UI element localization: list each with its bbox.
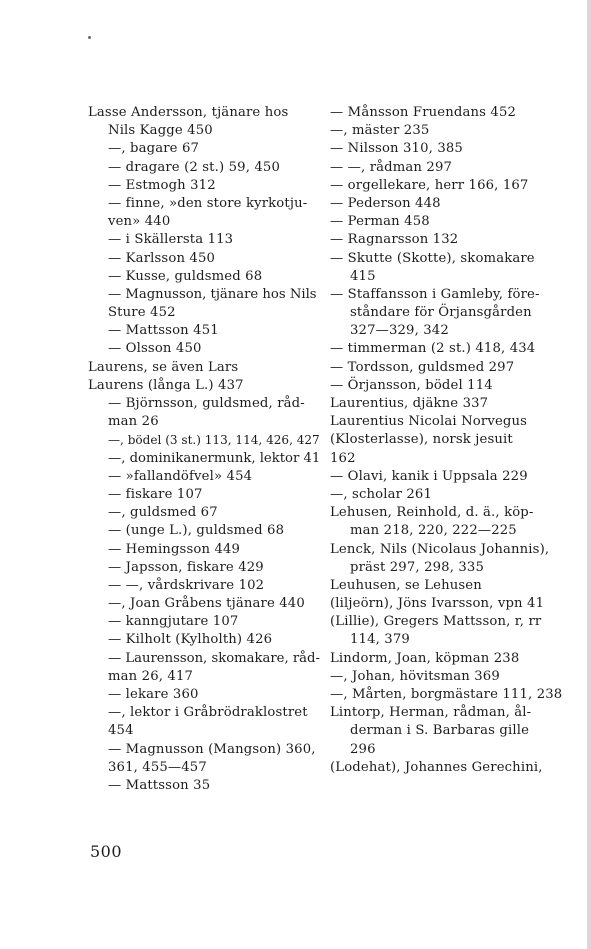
index-entry-line: (Klosterlasse), norsk jesuit xyxy=(330,432,513,448)
index-entry-line: — —, vårdskrivare 102 xyxy=(108,577,265,593)
index-entry-line: — —, rådman 297 xyxy=(330,159,453,175)
index-entry-line: — Pederson 448 xyxy=(330,195,441,211)
index-entry-line: —, bödel (3 st.) 113, 114, 426, 427 xyxy=(108,433,320,448)
index-entry-line: man 26, 417 xyxy=(108,668,194,684)
index-entry-line: — Hemingsson 449 xyxy=(108,541,241,557)
page-edge xyxy=(587,0,591,949)
index-entry-line: —, bagare 67 xyxy=(108,141,200,157)
index-entry-line: ståndare för Örjansgården xyxy=(350,305,532,321)
index-entry-line: — Mattsson 451 xyxy=(108,323,219,339)
index-entry-line: 361, 455—457 xyxy=(108,759,207,775)
index-entry-line: Laurentius, djäkne 337 xyxy=(330,396,489,411)
index-entry-line: —, lektor i Gråbrödraklostret xyxy=(108,705,308,721)
index-entry-line: — Laurensson, skomakare, råd- xyxy=(108,650,320,666)
index-entry-line: Laurens (långa L.) 437 xyxy=(88,377,244,393)
index-entry-line: — lekare 360 xyxy=(108,687,199,702)
index-column-left xyxy=(88,104,320,795)
index-entry-line: (liljeörn), Jöns Ivarsson, vpn 41 xyxy=(330,596,545,612)
index-entry-line: — fiskare 107 xyxy=(108,486,203,502)
index-entry-line: derman i S. Barbaras gille xyxy=(350,723,530,739)
index-column-right xyxy=(330,104,562,777)
paper-speck xyxy=(88,36,91,39)
index-entry-line: 415 xyxy=(350,268,376,284)
index-entry-line: 454 xyxy=(108,723,134,739)
index-entry-line: präst 297, 298, 335 xyxy=(350,559,484,575)
index-entry-line: — Staffansson i Gamleby, före- xyxy=(330,286,540,302)
index-entry-line: 327—329, 342 xyxy=(350,323,449,339)
index-entry-line: Lindorm, Joan, köpman 238 xyxy=(330,650,520,666)
index-entry-line: 162 xyxy=(330,450,356,466)
index-entry-line: — Japsson, fiskare 429 xyxy=(108,559,264,575)
index-entry-line: ven» 440 xyxy=(108,214,171,230)
index-entry-line: — Magnusson, tjänare hos Nils xyxy=(108,286,317,302)
index-entry-line: — Örjansson, bödel 114 xyxy=(330,377,493,393)
index-entry-line: —, guldsmed 67 xyxy=(108,505,218,521)
index-entry-line: — Nilsson 310, 385 xyxy=(330,141,463,157)
index-entry-line: man 26 xyxy=(108,414,159,430)
index-entry-line: Leuhusen, se Lehusen xyxy=(330,577,482,593)
index-entry-line: —, scholar 261 xyxy=(330,486,433,502)
index-entry-line: — Magnusson (Mangson) 360, xyxy=(108,741,316,757)
index-entry-line: Lintorp, Herman, rådman, ål- xyxy=(330,705,532,721)
index-entry-line: —, dominikanermunk, lektor 41 xyxy=(108,450,321,466)
index-entry-line: — Kusse, guldsmed 68 xyxy=(108,268,263,284)
index-entry-line: — timmerman (2 st.) 418, 434 xyxy=(330,341,536,357)
index-entry-line: — Kilholt (Kylholth) 426 xyxy=(108,632,273,648)
index-entry-line: Sture 452 xyxy=(108,305,176,321)
index-entry-line: Laurens, se även Lars xyxy=(88,359,239,375)
index-entry-line: — Tordsson, guldsmed 297 xyxy=(330,359,515,375)
index-entry-line: —, mäster 235 xyxy=(330,123,430,139)
index-entry-line: Lenck, Nils (Nicolaus Johannis), xyxy=(330,541,550,557)
index-entry-line: Laurentius Nicolai Norvegus xyxy=(330,414,528,430)
index-entry-line: 296 xyxy=(350,741,376,757)
index-entry-line: man 218, 220, 222—225 xyxy=(350,523,517,539)
index-entry-line: — orgellekare, herr 166, 167 xyxy=(330,177,529,193)
index-entry-line: — Björnsson, guldsmed, råd- xyxy=(108,396,305,411)
index-entry-line: Lasse Andersson, tjänare hos xyxy=(88,105,289,120)
index-entry-line: — kanngjutare 107 xyxy=(108,614,239,630)
index-entry-line: — Mattsson 35 xyxy=(108,777,211,793)
index-entry-line: — »fallandöfvel» 454 xyxy=(108,468,253,484)
index-entry-line: — dragare (2 st.) 59, 450 xyxy=(108,159,280,175)
index-entry-line: — Perman 458 xyxy=(330,214,430,230)
index-entry-line: — Olavi, kanik i Uppsala 229 xyxy=(330,468,528,484)
index-entry-line: — Ragnarsson 132 xyxy=(330,232,459,248)
index-entry-line: — Estmogh 312 xyxy=(108,177,216,193)
page-number: 500 xyxy=(90,842,123,861)
index-entry-line: — finne, »den store kyrkotju- xyxy=(108,195,308,211)
index-entry-line: — i Skällersta 113 xyxy=(108,232,234,248)
index-entry-line: — Skutte (Skotte), skomakare xyxy=(330,250,535,266)
index-entry-line: — Olsson 450 xyxy=(108,341,202,357)
index-entry-line: —, Johan, hövitsman 369 xyxy=(330,668,500,684)
index-entry-line: Nils Kagge 450 xyxy=(108,123,213,139)
index-entry-line: — Månsson Fruendans 452 xyxy=(330,105,517,120)
index-entry-line: — Karlsson 450 xyxy=(108,250,216,266)
index-entry-line: (Lillie), Gregers Mattsson, r, rr xyxy=(330,614,542,630)
index-entry-line: Lehusen, Reinhold, d. ä., köp- xyxy=(330,505,534,521)
index-entry-line: — (unge L.), guldsmed 68 xyxy=(108,523,285,539)
index-entry-line: —, Mårten, borgmästare 111, 238 xyxy=(330,687,563,702)
index-entry-line: —, Joan Gråbens tjänare 440 xyxy=(108,596,305,612)
index-entry-line: (Lodehat), Johannes Gerechini, xyxy=(330,759,543,775)
index-entry-line: 114, 379 xyxy=(350,632,410,648)
